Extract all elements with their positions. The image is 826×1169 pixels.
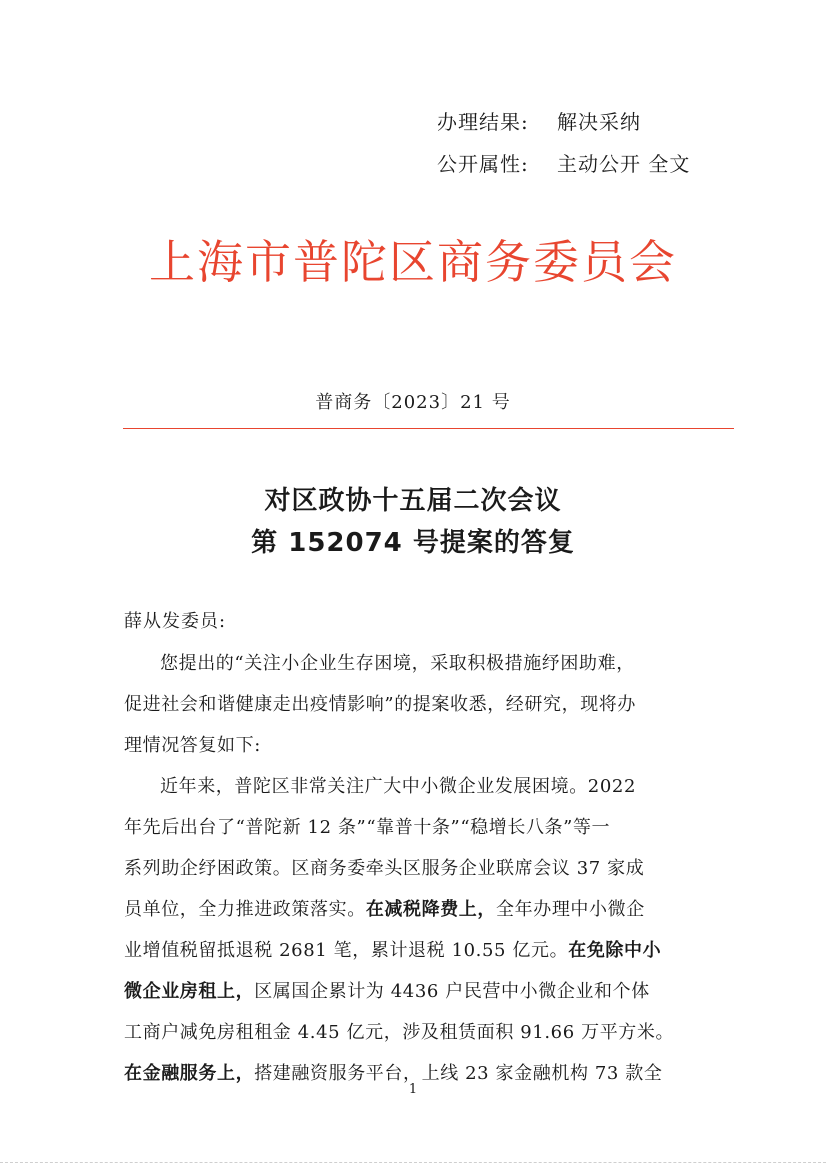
handling-result	[437, 106, 641, 135]
salutation: 薛从发委员:	[124, 611, 227, 632]
disclosure-attribute-label: 公开属性:	[437, 152, 529, 176]
document-title-line-1: 对区政协十五届二次会议	[264, 486, 562, 516]
body-line: 理情况答复如下:	[124, 735, 261, 756]
body-text: 全年办理中小微企	[496, 899, 645, 920]
page-number: 1	[408, 1082, 418, 1097]
body-text: 员单位，全力推进政策落实。	[124, 899, 366, 920]
issuing-organization-title: 上海市普陀区商务委员会	[149, 235, 677, 289]
body-text: 业增值税留抵退税 2681 笔，累计退税 10.55 亿元。	[124, 940, 569, 961]
body-line	[124, 895, 645, 921]
body-line: 近年来，普陀区非常关注广大中小微企业发展困境。2022	[160, 776, 637, 797]
bold-heading-finance: 在金融服务上，	[124, 1063, 255, 1084]
handling-result-value: 解决采纳	[557, 110, 641, 134]
disclosure-attribute-value: 主动公开 全文	[557, 152, 691, 176]
body-line: 工商户减免房租租金 4.45 亿元，涉及租赁面积 91.66 万平方米。	[124, 1022, 675, 1043]
page-bottom-edge	[0, 1162, 826, 1163]
bold-heading-rent: 在免除中小	[568, 940, 662, 961]
body-line: 您提出的“关注小企业生存困境，采取积极措施纾困助难，	[160, 653, 635, 674]
body-line: 年先后出台了“普陀新 12 条”“靠普十条”“稳增长八条”等一	[124, 817, 611, 838]
body-line	[124, 977, 650, 1003]
document-title-line-2: 第 152074 号提案的答复	[251, 528, 575, 558]
document-number: 普商务〔2023〕21 号	[315, 392, 511, 413]
bold-heading-rent-cont: 微企业房租上，	[124, 981, 255, 1002]
body-line: 促进社会和谐健康走出疫情影响”的提案收悉，经研究，现将办	[124, 694, 636, 715]
handling-result-label: 办理结果:	[437, 110, 529, 134]
body-line	[124, 936, 661, 962]
disclosure-attribute	[437, 148, 690, 177]
bold-heading-tax: 在减税降费上，	[365, 899, 497, 920]
body-text: 区属国企累计为 4436 户民营中小微企业和个体	[254, 981, 650, 1002]
body-line: 系列助企纾困政策。区商务委牵头区服务企业联席会议 37 家成	[124, 858, 645, 879]
body-text: 搭建融资服务平台，上线 23 家金融机构 73 款全	[254, 1063, 663, 1084]
red-divider-line	[123, 428, 734, 429]
